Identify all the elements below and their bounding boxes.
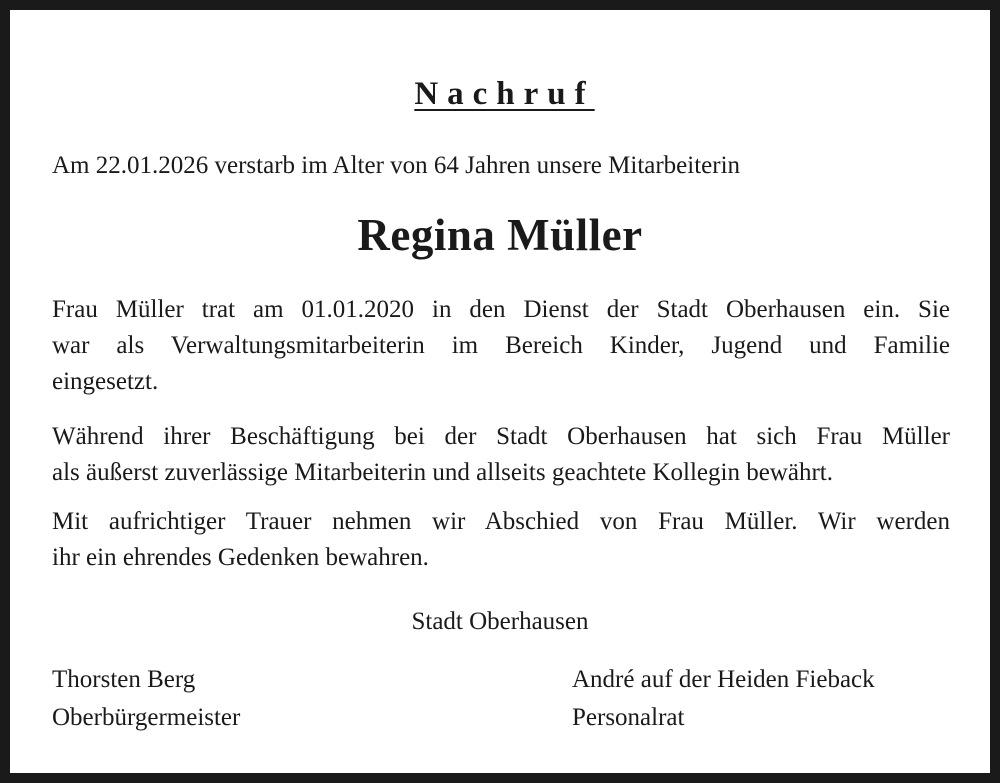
paragraph-line: war als Verwaltungsmitarbeiterin im Bereich Kinder, Jugend und Familie [52,332,950,359]
paragraph-tribute [52,419,950,491]
paragraph-line: eingesetzt. [52,368,159,395]
deceased-name: Regina Müller [357,210,643,260]
paragraph-line: Frau Müller trat am 01.01.2020 in den Dienst der Stadt Oberhausen ein. Sie [52,296,950,323]
signatory-role: Personalrat [572,704,685,731]
paragraph-line: als äußerst zuverlässige Mitarbeiterin und allseits geachtete Kollegin bewährt. [52,459,833,486]
signatory-mayor [52,661,240,737]
signatory-staff-council [572,661,875,737]
organization-name: Stadt Oberhausen [411,608,589,635]
signatory-name: André auf der Heiden Fieback [572,666,875,693]
paragraph-farewell [52,504,950,576]
paragraph-service [52,292,950,400]
notice-heading-text: Nachruf [414,76,595,112]
signatory-name: Thorsten Berg [52,666,196,693]
intro-text: Am 22.01.2026 verstarb im Alter von 64 Jahren unsere Mitarbeiterin [52,152,741,179]
paragraph-line: Während ihrer Beschäftigung bei der Stadt Oberhausen hat sich Frau Müller [52,423,950,450]
notice-heading [10,74,990,114]
paragraph-line: ihr ein ehrendes Gedenken bewahren. [52,544,429,571]
paragraph-line: Mit aufrichtiger Trauer nehmen wir Abschied von Frau Müller. Wir werden [52,508,950,535]
signatory-role: Oberbürgermeister [52,704,241,731]
